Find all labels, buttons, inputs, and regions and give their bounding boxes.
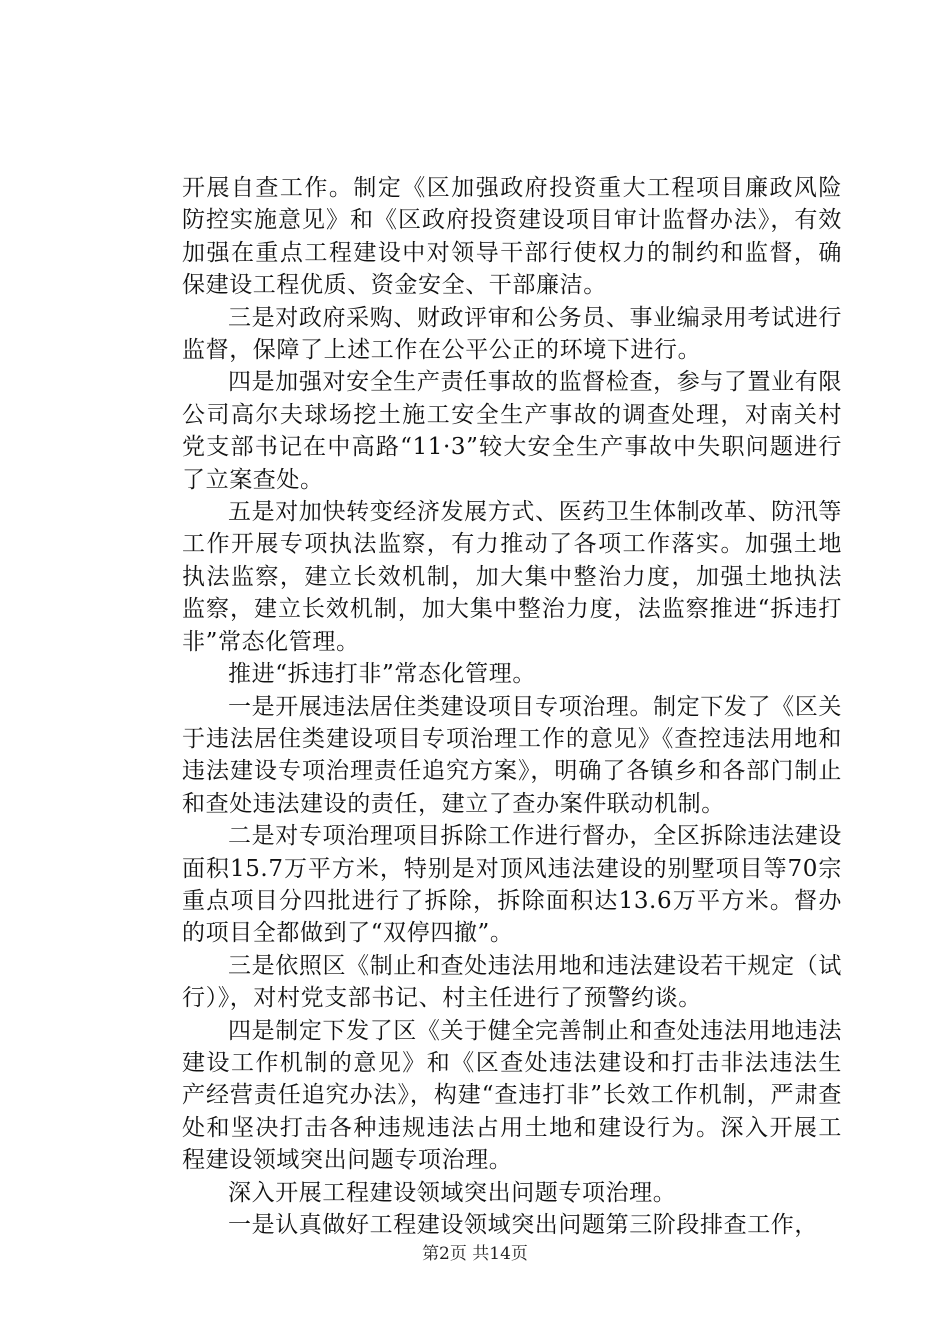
paragraph-procurement-supervision: 三是对政府采购、财政评审和公务员、事业编录用考试进行监督，保障了上述工作在公平公正的环境下进行。 [182, 304, 842, 364]
document-body [182, 172, 842, 1241]
paragraph-special-supervision: 五是对加快转变经济发展方式、医药卫生体制改革、防汛等工作开展专项执法监察，有力推动了各项工作落实。加强土地执法监察，建立长效机制，加大集中整治力度，加强土地执法监察，建立长效机制，加大集中整治力度，法监察推进“拆违打非”常态化管理。 [182, 499, 842, 655]
paragraph-continuation: 开展自查工作。制定《区加强政府投资重大工程项目廉政风险防控实施意见》和《区政府投资建设项目审计监督办法》，有效加强在重点工程建设中对领导干部行使权力的制约和监督，确保建设工程优质、资金安全、干部廉洁。 [182, 175, 842, 299]
paragraph-safety-inspection: 四是加强对安全生产责任事故的监督检查，参与了置业有限公司高尔夫球场挖土施工安全生产事故的调查处理，对南关村党支部书记在中高路“11·3”较大安全生产事故中失职问题进行了立案查处。 [182, 369, 842, 493]
paragraph-demolition-oversight: 二是对专项治理项目拆除工作进行督办，全区拆除违法建设面积15.7万平方米，特别是对顶风违法建设的别墅项目等70宗重点项目分四批进行了拆除，拆除面积达13.6万平方米。督办的项目全都做到了“双停四撤”。 [182, 823, 842, 947]
paragraph-residential-project-governance: 一是开展违法居住类建设项目专项治理。制定下发了《区关于违法居住类建设项目专项治理工作的意见》《查控违法用地和违法建设专项治理责任追究方案》，明确了各镇乡和各部门制止和查处违法建设的责任，建立了查办案件联动机制。 [182, 693, 842, 817]
paragraph-warning-interviews: 三是依照区《制止和查处违法用地和违法建设若干规定（试行）》，对村党支部书记、村主任进行了预警约谈。 [182, 952, 842, 1012]
paragraph-long-term-mechanism: 四是制定下发了区《关于健全完善制止和查处违法用地违法建设工作机制的意见》和《区查处违法建设和打击非法违法生产经营责任追究办法》，构建“查违打非”长效工作机制，严肃查处和坚决打击各种违规违法占用土地和建设行为。深入开展工程建设领域突出问题专项治理。 [182, 1017, 842, 1174]
paragraph-section-heading-demolition: 推进“拆违打非”常态化管理。 [228, 661, 536, 688]
page-number-footer: 第2页 共14页 [422, 1244, 528, 1264]
paragraph-section-heading-engineering: 深入开展工程建设领域突出问题专项治理。 [228, 1179, 677, 1206]
paragraph-third-stage-review: 一是认真做好工程建设领域突出问题第三阶段排查工作， [228, 1212, 818, 1238]
